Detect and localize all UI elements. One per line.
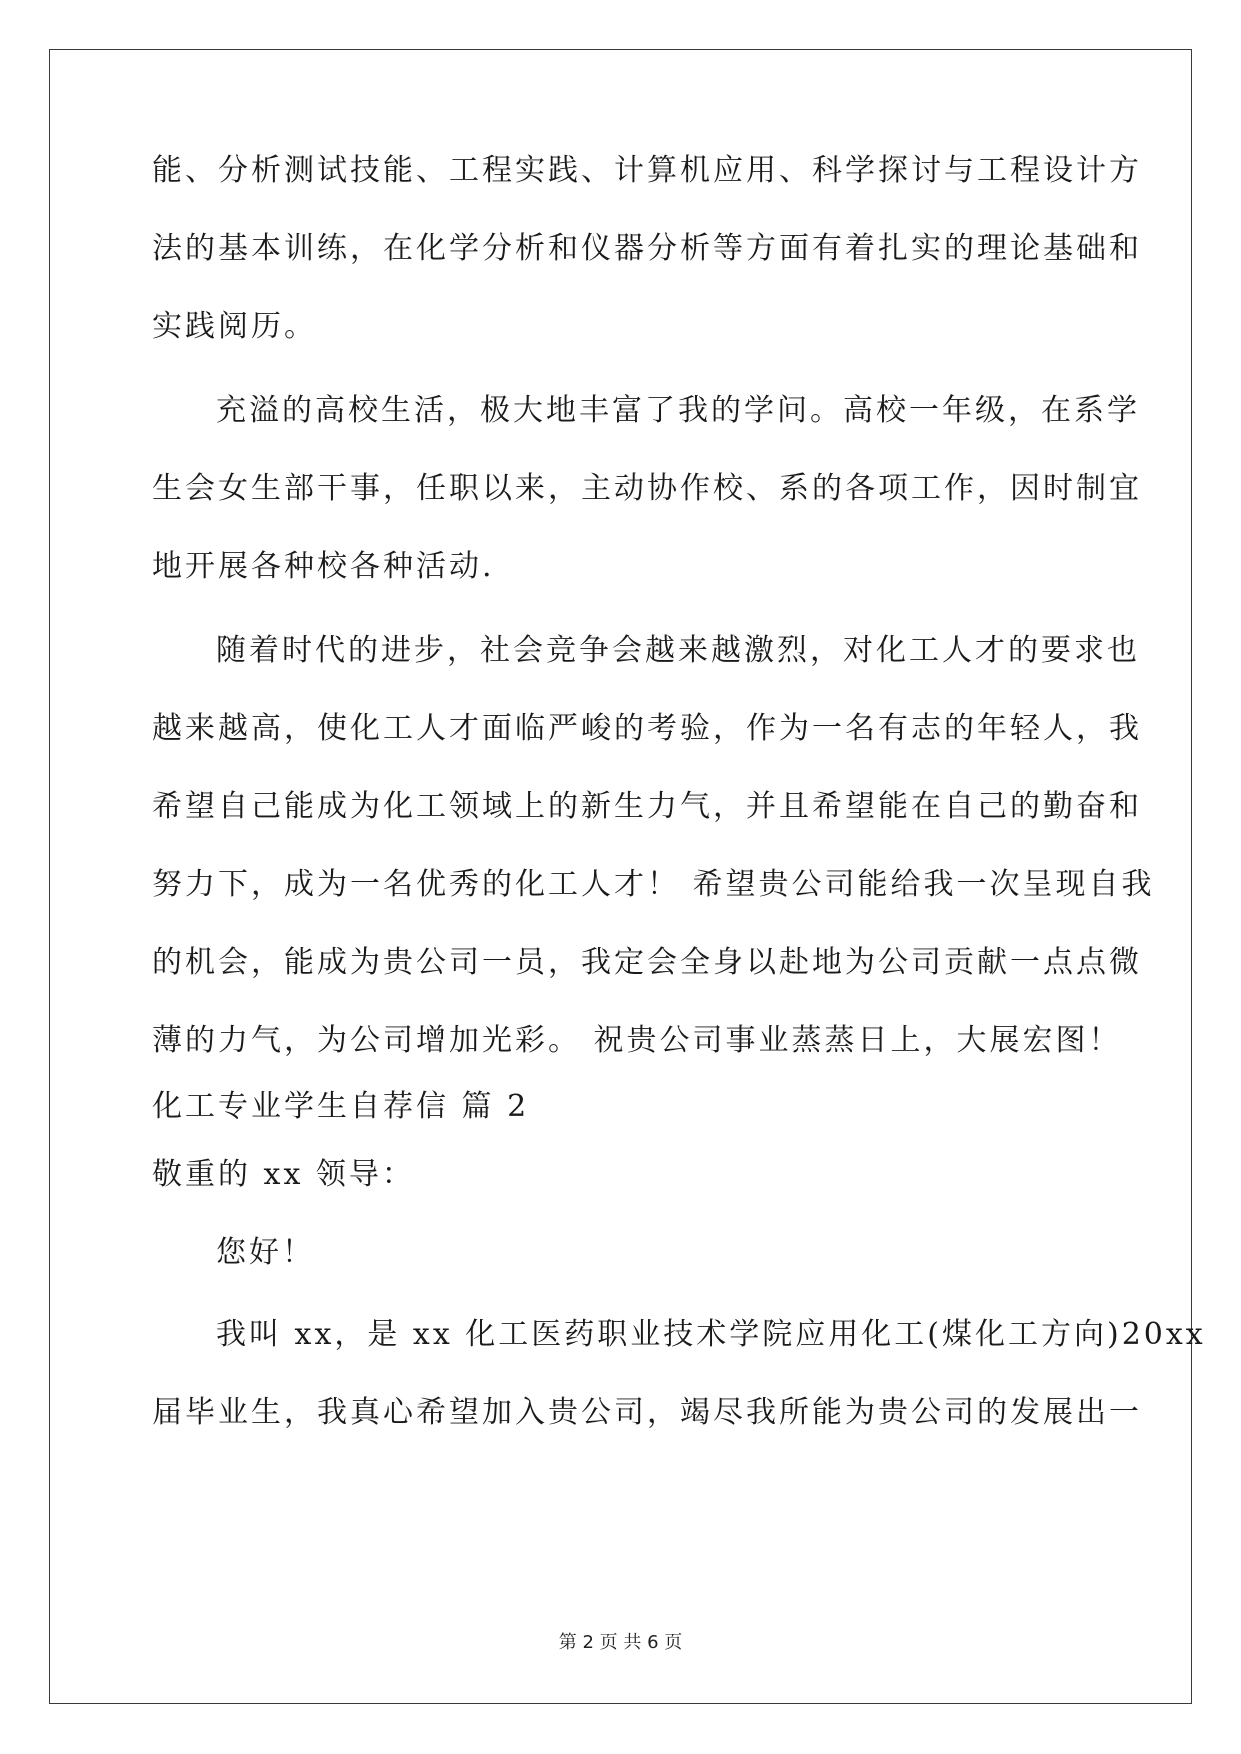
body-line: 努力下，成为一名优秀的化工人才！ 希望贵公司能给我一次呈现自我 — [152, 867, 1155, 902]
body-line: 希望自己能成为化工领域上的新生力气，并且希望能在自己的勤奋和 — [152, 789, 1142, 824]
body-line: 薄的力气，为公司增加光彩。 祝贵公司事业蒸蒸日上，大展宏图！ — [152, 1023, 1122, 1058]
greeting: 您好！ — [216, 1235, 315, 1270]
body-line: 生会女生部干事，任职以来，主动协作校、系的各项工作，因时制宜 — [152, 471, 1142, 506]
body-line: 法的基本训练，在化学分析和仪器分析等方面有着扎实的理论基础和 — [152, 231, 1142, 266]
paragraph-start-line: 充溢的高校生活，极大地丰富了我的学问。高校一年级，在系学 — [216, 393, 1140, 428]
paragraph-start-line: 我叫 xx，是 xx 化工医药职业技术学院应用化工(煤化工方向)20xx — [216, 1317, 1206, 1352]
body-line: 地开展各种校各种活动. — [152, 549, 495, 584]
body-line: 的机会，能成为贵公司一员，我定会全身以赴地为公司贡献一点点微 — [152, 945, 1142, 980]
section-heading: 化工专业学生自荐信 篇 2 — [152, 1089, 530, 1124]
page-number-footer: 第 2 页 共 6 页 — [558, 1632, 683, 1653]
paragraph-start-line: 随着时代的进步，社会竞争会越来越激烈，对化工人才的要求也 — [216, 633, 1140, 668]
body-line: 越来越高，使化工人才面临严峻的考验，作为一名有志的年轻人，我 — [152, 711, 1142, 746]
salutation: 敬重的 xx 领导： — [152, 1157, 415, 1192]
body-line: 能、分析测试技能、工程实践、计算机应用、科学探讨与工程设计方 — [152, 153, 1142, 188]
body-line: 届毕业生，我真心希望加入贵公司，竭尽我所能为贵公司的发展出一 — [152, 1395, 1142, 1430]
body-line: 实践阅历。 — [152, 309, 317, 344]
